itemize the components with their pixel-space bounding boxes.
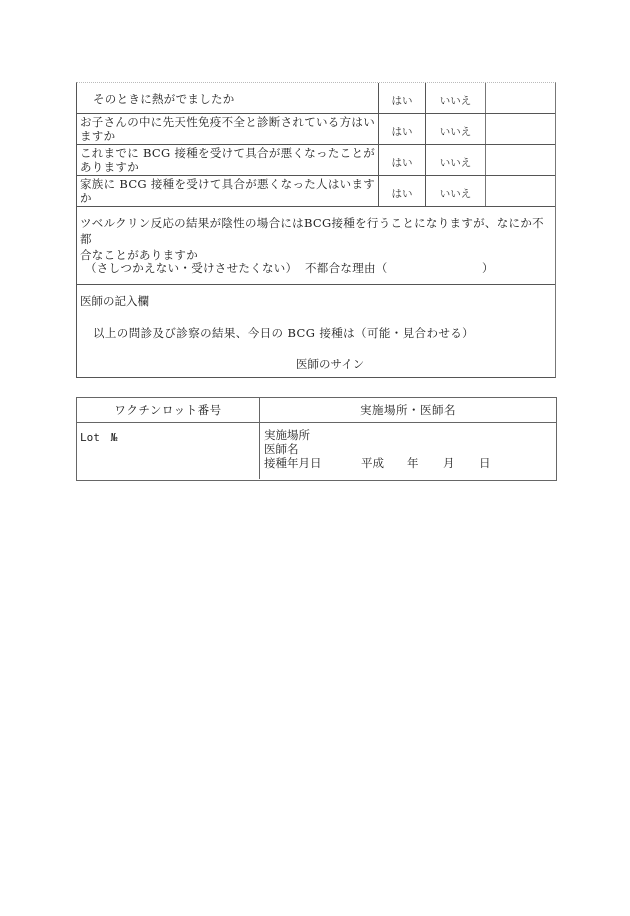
- answer-yes[interactable]: はい: [379, 83, 426, 113]
- answer-no[interactable]: いいえ: [426, 145, 486, 175]
- answer-yes[interactable]: はい: [379, 176, 426, 206]
- lot-number-field[interactable]: Lot №: [77, 423, 260, 479]
- date-label: 接種年月日: [264, 456, 322, 470]
- tuberculin-question: [77, 207, 555, 285]
- question-row-prior-bcg-reaction: [77, 145, 555, 176]
- place-doctor-cell: [260, 423, 556, 479]
- questionnaire-table: [76, 82, 556, 378]
- day-label: 日: [479, 456, 491, 470]
- question-text: そのときに熱がでましたか: [77, 83, 379, 113]
- question-row-immunodeficiency: [77, 114, 555, 145]
- vaccination-date-field[interactable]: [264, 456, 556, 470]
- vaccine-record-table: [76, 397, 557, 481]
- question-row-fever: [77, 83, 555, 114]
- month-label: 月: [443, 456, 455, 470]
- answer-yes[interactable]: はい: [379, 145, 426, 175]
- vaccine-table-body: [77, 423, 556, 479]
- tuberculin-question-line2: 合なことがありますか: [80, 248, 198, 262]
- year-label: 年: [407, 456, 419, 470]
- inconvenience-reason-field[interactable]: 不都合な理由（ ）: [305, 261, 494, 275]
- doctor-section: [77, 285, 555, 377]
- header-lot-number: ワクチンロット番号: [77, 398, 260, 422]
- remarks-cell[interactable]: [486, 176, 555, 206]
- tuberculin-question-line1: ツベルクリン反応の結果が陰性の場合にはBCG接種を行うことになりますが、なにか不都: [80, 216, 544, 246]
- remarks-cell[interactable]: [486, 114, 555, 144]
- doctor-section-title: 医師の記入欄: [80, 294, 149, 308]
- header-place-doctor: 実施場所・医師名: [360, 403, 456, 417]
- place-field[interactable]: 実施場所: [264, 428, 310, 442]
- answer-no[interactable]: いいえ: [426, 176, 486, 206]
- vaccine-table-header: [77, 398, 556, 423]
- doctor-name-field[interactable]: 医師名: [264, 442, 299, 456]
- question-text: 家族に BCG 接種を受けて具合が悪くなった人はいますか: [77, 176, 379, 206]
- question-row-family-bcg-reaction: [77, 176, 555, 207]
- era-label: 平成: [361, 456, 384, 470]
- remarks-cell[interactable]: [486, 145, 555, 175]
- doctor-result-choice[interactable]: 以上の問診及び診察の結果、今日の BCG 接種は（可能・見合わせる）: [93, 326, 475, 340]
- answer-yes[interactable]: はい: [379, 114, 426, 144]
- doctor-signature-field[interactable]: 医師のサイン: [296, 357, 365, 371]
- answer-no[interactable]: いいえ: [426, 83, 486, 113]
- answer-no[interactable]: いいえ: [426, 114, 486, 144]
- question-text: お子さんの中に先天性免疫不全と診断されている方はいますか: [77, 114, 379, 144]
- remarks-cell[interactable]: [486, 83, 555, 113]
- tuberculin-options[interactable]: （さしつかえない・受けさせたくない）: [85, 261, 298, 275]
- question-text: これまでに BCG 接種を受けて具合が悪くなったことがありますか: [77, 145, 379, 175]
